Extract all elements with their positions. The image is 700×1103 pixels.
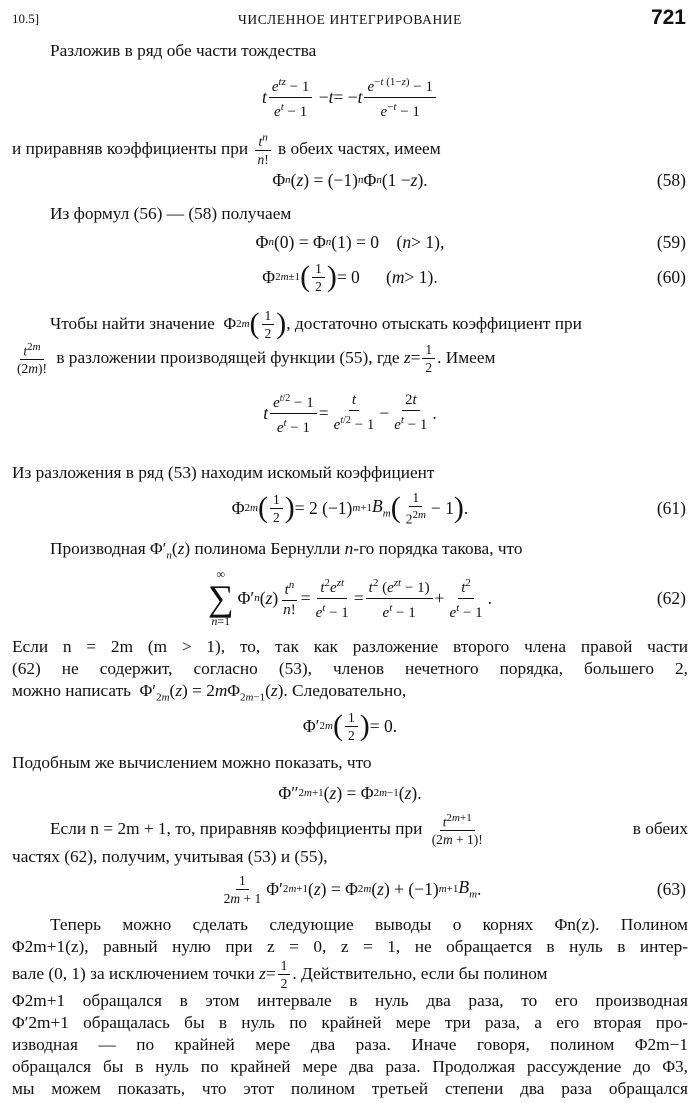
text-line: Из формул (56) — (58) получаем <box>50 204 292 223</box>
equation-number: (62) <box>656 587 686 608</box>
text-line: Φ2m+1 обращался в этом интервале в нуль два раза, то его производная <box>12 991 688 1010</box>
identity-equation: t $\frac{e^{tz} - 1}{e^t - 1}$ − t = − t $\frac{e^{-t (1-z)} - 1}{e^{-t} - 1}$ <box>12 72 688 122</box>
derivative-zero-equation: Φ′ 2m ( $\frac{1}{2}$ ) = 0. <box>302 709 398 743</box>
text-line: и приравняв коэффициенты при $\frac{t^n}{n!}$ в обеих частях, имеем <box>12 131 441 168</box>
page-number: 721 <box>650 6 686 29</box>
text-line: изводная — по крайней мере два раза. Иначе говоря, полином Φ2m−1 <box>12 1035 688 1054</box>
equation-number: (58) <box>656 169 686 190</box>
running-header <box>12 6 688 32</box>
text-line: мы можем показать, что этот полином третьей степени два раза обращался <box>12 1079 688 1098</box>
text-line: частях (62), получим, учитывая (53) и (55), <box>12 847 328 866</box>
generating-function-equation: t $\frac{e^{t/2} - 1}{e^t - 1}$ = $\frac{t}{e^{t/2} - 1}$ − $\frac{2t}{e^t - 1}$ . <box>12 378 688 448</box>
equation-number: (59) <box>656 231 686 252</box>
equation-59: Φ n (0) = Φ n (1) = 0 ( n > 1), (59) <box>12 227 688 257</box>
text-line: Φ′2m+1 обращалась бы в нуль по крайней мере три раза, а его вторая про- <box>12 1013 688 1032</box>
equation-number: (63) <box>656 878 686 899</box>
text-line: Если n = 2m (m > 1), то, так как разложение второго члена правой части <box>12 637 688 656</box>
text-line: Из разложения в ряд (53) находим искомый коэффициент <box>12 463 435 482</box>
equation-60: Φ 2m±1 ( $\frac{1}{2}$ ) = 0 ( m > 1). (60) <box>12 256 688 298</box>
text-line: Теперь можно сделать следующие выводы о корнях Φn(z). Полином <box>50 915 688 934</box>
text-line: Φ2m+1(z), равный нулю при z = 0, z = 1, не обращается в нуль в интер- <box>12 937 688 956</box>
text-line: $\frac{t^{2m}}{(2m)!}$ в разложении производящей функции (55), где z = $\frac{1}{2}$ . Имеем <box>17 340 496 377</box>
equation-62: ∞ ∑ n=1 Φ′ n ( z ) $\frac{t^n}{n!}$ = $\frac{t^2e^{zt}}{e^t - 1}$ = $\frac{t^2 (e^{zt} - 1)}{e^t - 1}$ + $\frac{t^2}{e^t - 1}$ . (62) <box>12 562 688 634</box>
text-line: Разложив в ряд обе части тождества <box>50 41 317 60</box>
equation-61: Φ 2m ( $\frac{1}{2}$ ) = 2 (−1) m+1 $B_m$ ( $\frac{1}{2^{2m}}$ − 1 ) . (61) <box>12 486 688 530</box>
text-line: Если n = 2m + 1, то, приравняв коэффициенты при $\frac{t^{2m+1}}{(2m + 1)!}$ в обеих <box>50 811 688 848</box>
text-line: вале (0, 1) за исключением точки z = $\frac{1}{2}$ . Действительно, если бы полином <box>12 957 548 991</box>
text-line: Подобным же вычислением можно показать, что <box>12 753 372 772</box>
text-line: (62) не содержит, согласно (53), членов нечетного порядка, большего 2, <box>12 659 688 678</box>
text-line: Производная $\Phi'_n(z)$ полинома Бернулли n-го порядка такова, что <box>50 539 523 562</box>
text-line: можно написать $\Phi'_{2m}(z) = 2m\Phi_{2m-1}(z)$. Следовательно, <box>12 681 407 704</box>
equation-63: $\frac{1}{2m + 1}$ Φ′ 2m+1 ( z ) = Φ 2m ( z ) + (−1) m+1 $B_m$ . (63) <box>12 868 688 910</box>
equation-number: (61) <box>656 497 686 518</box>
section-number: 10.5] <box>12 11 40 26</box>
equation-58: Φ n ( z ) = (−1) n Φ n (1 − z ). (58) <box>12 162 688 198</box>
second-derivative-equation: Φ″ 2m+1 ( z ) = Φ 2m−1 ( z ). <box>278 782 422 803</box>
text-line: обращался бы в нуль по крайней мере два раза. Продолжая рассуждение до Φ3, <box>12 1057 688 1076</box>
equation-number: (60) <box>656 266 686 287</box>
running-title: ЧИСЛЕННОЕ ИНТЕГРИРОВАНИЕ <box>238 12 462 27</box>
text-line: Чтобы найти значение Φ 2m ( $\frac{1}{2}$ ) , достаточно отыскать коэффициент при <box>50 307 582 341</box>
